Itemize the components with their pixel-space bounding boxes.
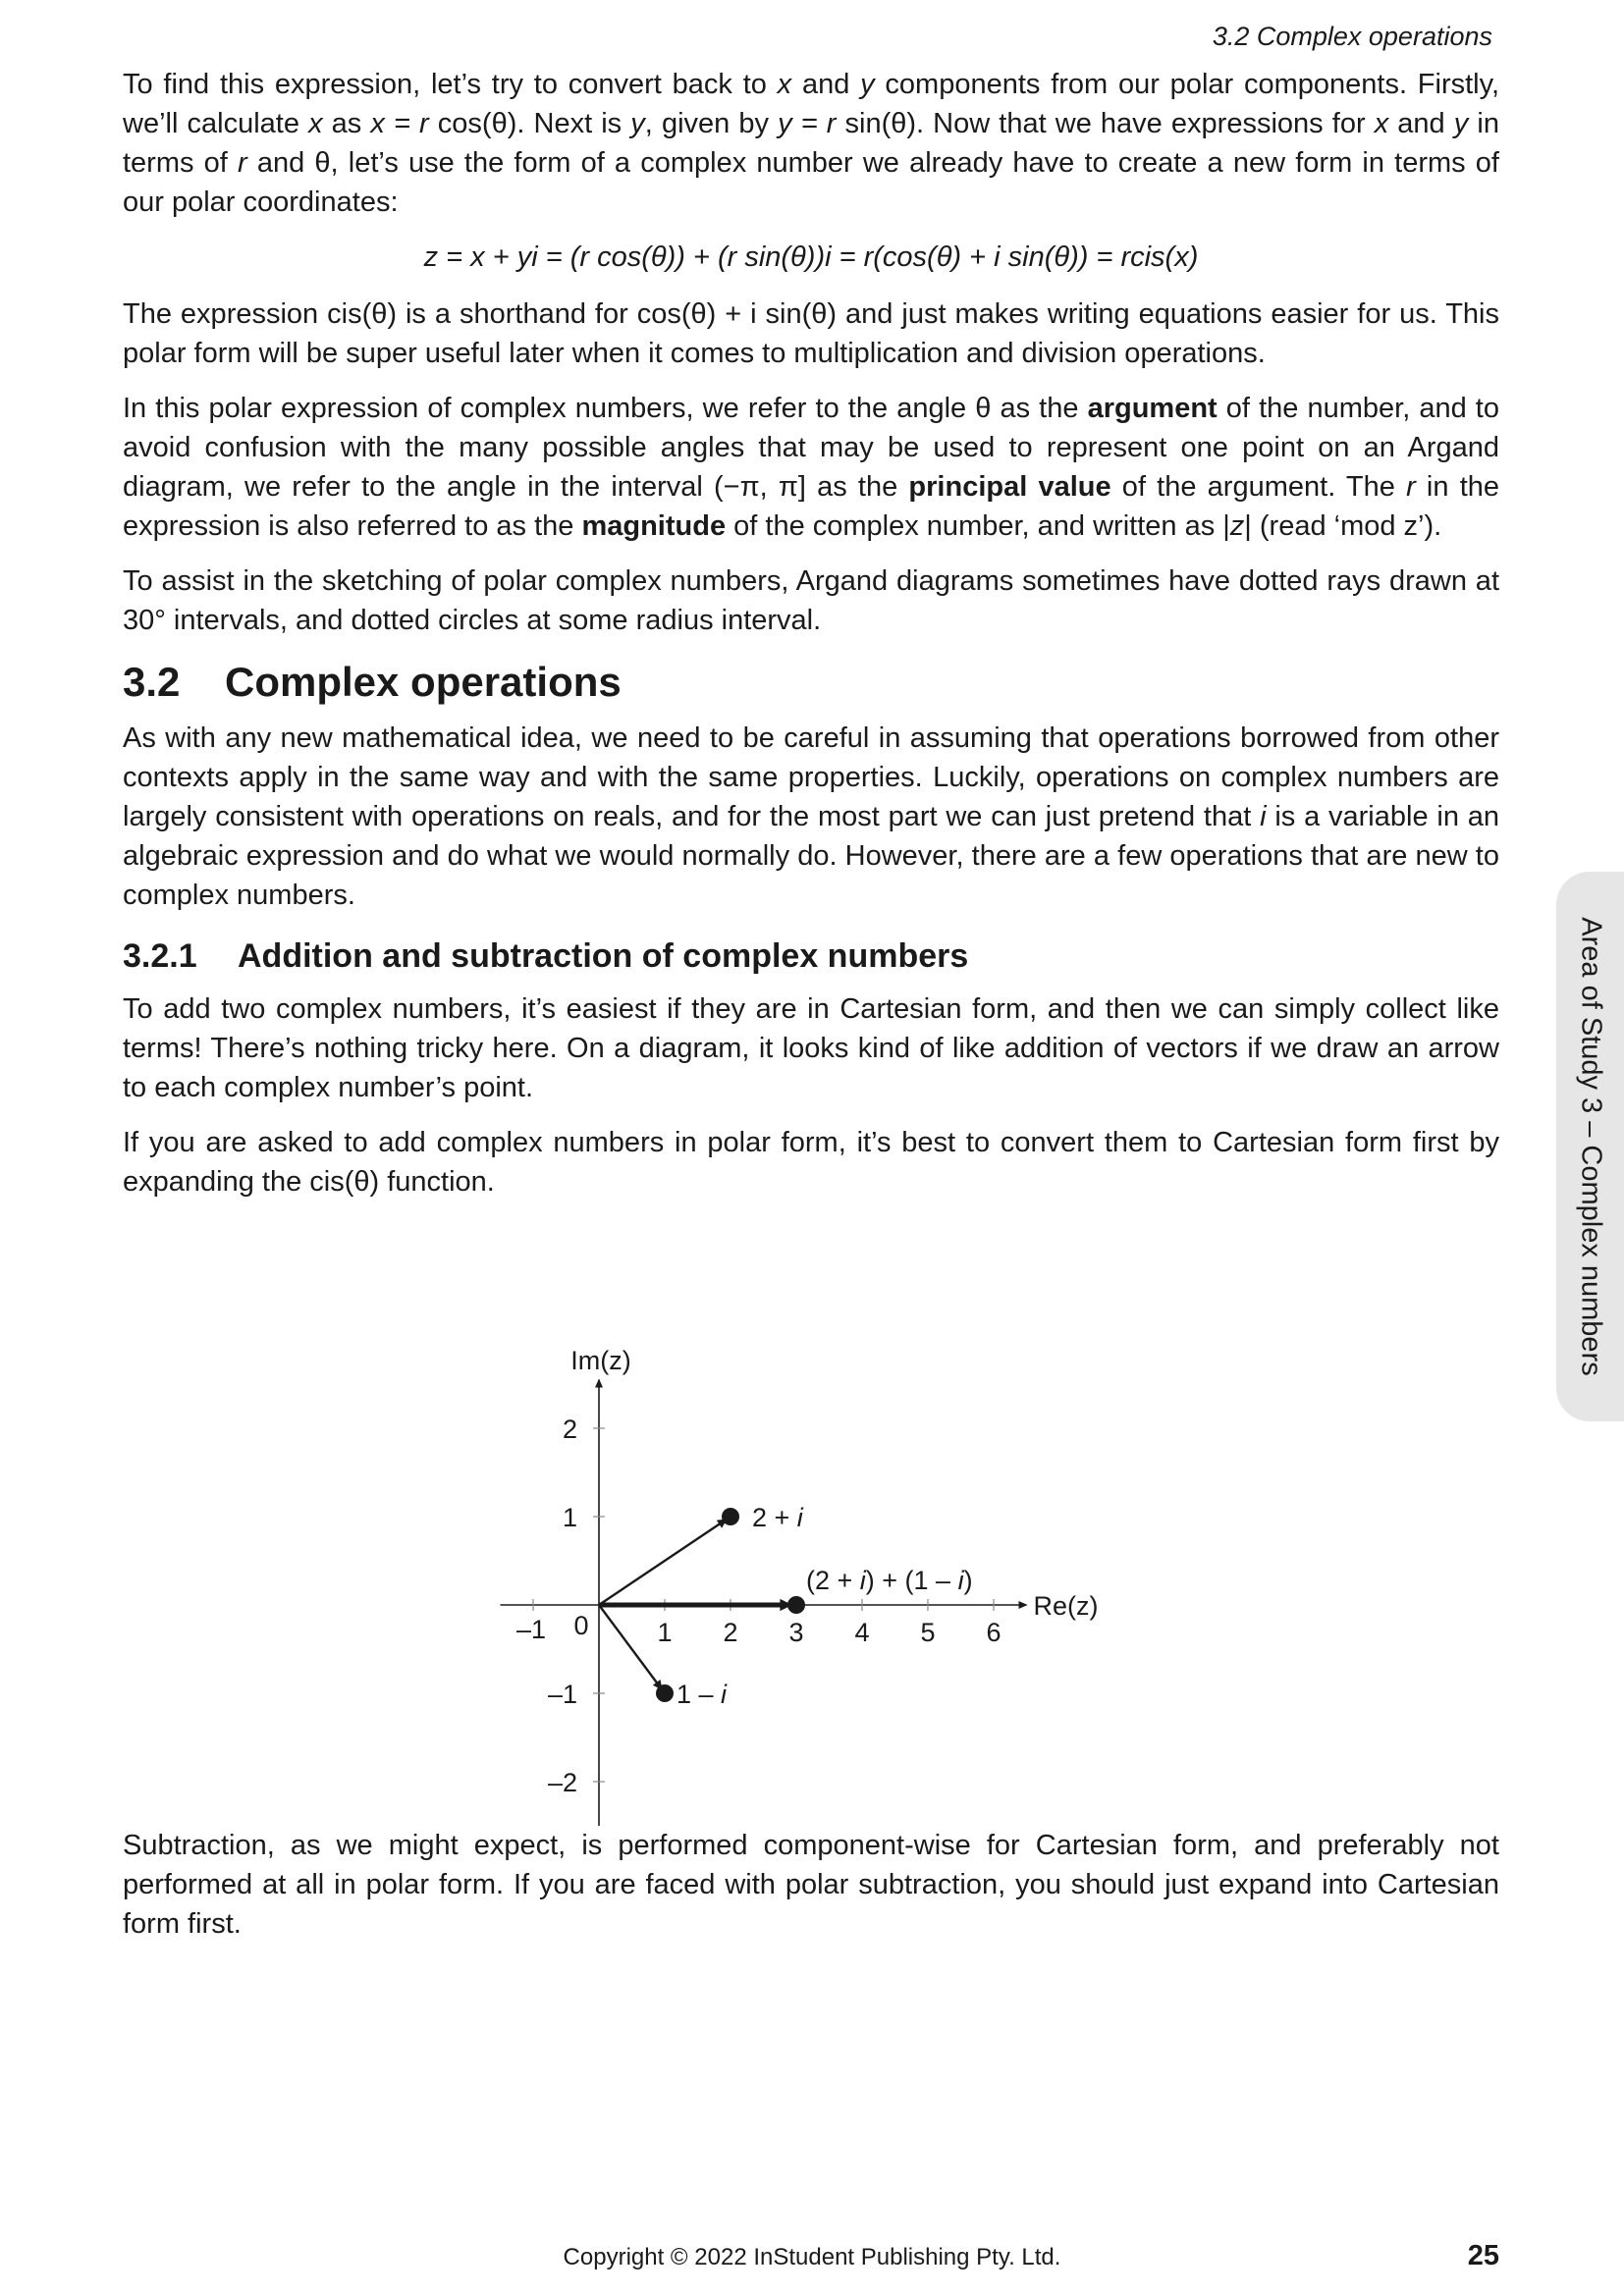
- section-title: Complex operations: [225, 659, 622, 705]
- argand-diagram-svg: [491, 1325, 1139, 1836]
- x-axis-label: Re(z): [1033, 1591, 1099, 1621]
- argand-diagram: [491, 1325, 1139, 1836]
- x-tick-label: 5: [920, 1618, 936, 1647]
- point-label-part: i: [957, 1566, 964, 1595]
- polar-equation: z = x + yi = (r cos(θ)) + (r sin(θ))i = r(cos(θ) + i sin(θ)) = rcis(x): [423, 241, 1199, 273]
- subsection-title: Addition and subtraction of complex numbers: [238, 937, 969, 975]
- point-label-part: i: [859, 1566, 866, 1595]
- section-heading: [123, 658, 1499, 707]
- section-paragraph-1: As with any new mathematical idea, we need to be careful in assuming that operations borrowed from other contexts apply in the same way and with the same properties. Luckily, operations on complex numbers are largely consistent with operations on reals, and for the most part we can just pretend that i is a variable in an algebraic expression and do what we would normally do. However, there are a few operations that are new to complex numbers.: [123, 722, 1500, 911]
- point-label-part: 1 –: [677, 1680, 722, 1709]
- section-number: 3.2: [123, 659, 181, 705]
- point-label-part: i: [796, 1503, 803, 1532]
- footer-copyright: Copyright © 2022 InStudent Publishing Pty. Ltd.: [563, 2244, 1061, 2270]
- subsection-heading: [123, 934, 1499, 978]
- point-label: [677, 1680, 728, 1709]
- y-tick-label: –2: [547, 1768, 577, 1797]
- running-head: 3.2 Complex operations: [1212, 22, 1492, 51]
- complex-point: [656, 1684, 674, 1702]
- x-tick-label: 6: [986, 1618, 1001, 1647]
- x-tick-label: –1: [515, 1615, 547, 1644]
- subsection-number: 3.2.1: [123, 937, 197, 975]
- point-label-part: ): [963, 1566, 973, 1595]
- y-tick-label: –1: [547, 1680, 577, 1709]
- point-label-part: i: [721, 1680, 728, 1709]
- point-label-part: 2 +: [752, 1503, 797, 1532]
- x-tick-label: 2: [723, 1618, 738, 1647]
- y-axis-label: Im(z): [570, 1346, 631, 1375]
- point-label-part: (2 +: [806, 1566, 860, 1595]
- intro-paragraph-3: In this polar expression of complex numbers, we refer to the angle θ as the argument of the number, and to avoid confusion with the many possible angles that may be used to represent one point on an Argand diagram, we refer to the angle in the interval (−π, π] as the principal value of the argument. The r in the expression is also referred to as the magnitude of the complex number, and written as |z| (read ‘mod z’).: [123, 393, 1500, 542]
- point-label: [752, 1503, 804, 1532]
- subsection-paragraph-2: If you are asked to add complex numbers in polar form, it’s best to convert them to Cartesian form first by expanding the cis(θ) function.: [123, 1127, 1499, 1198]
- side-tab-label: Area of Study 3 – Complex numbers: [1575, 917, 1607, 1376]
- page-number: 25: [1467, 2240, 1499, 2271]
- vector-arrow: [599, 1517, 731, 1605]
- y-tick-label: 1: [562, 1503, 577, 1532]
- x-tick-label: 0: [573, 1611, 589, 1640]
- point-label: [806, 1566, 973, 1595]
- y-tick-label: 2: [562, 1415, 577, 1444]
- intro-paragraph-2: The expression cis(θ) is a shorthand for cos(θ) + i sin(θ) and just makes writing equations easier for us. This polar form will be super useful later when it comes to multiplication and division operations.: [123, 298, 1499, 369]
- x-tick-label: 4: [854, 1618, 870, 1647]
- intro-paragraph-4: To assist in the sketching of polar complex numbers, Argand diagrams sometimes have dotted rays drawn at 30° intervals, and dotted circles at some radius interval.: [123, 565, 1499, 636]
- vector-arrow: [599, 1605, 665, 1693]
- complex-point: [787, 1596, 805, 1614]
- point-label-part: ) + (1 –: [865, 1566, 958, 1595]
- subsection-paragraph-3: Subtraction, as we might expect, is performed component-wise for Cartesian form, and preferably not performed at all in polar form. If you are faced with polar subtraction, you should just expand into Cartesian form first.: [123, 1830, 1499, 1940]
- x-tick-label: 3: [788, 1618, 804, 1647]
- x-tick-label: 1: [657, 1618, 673, 1647]
- subsection-paragraph-1: To add two complex numbers, it’s easiest if they are in Cartesian form, and then we can simply collect like terms! There’s nothing tricky here. On a diagram, it looks kind of like addition of vectors if we draw an arrow to each complex number’s point.: [123, 993, 1499, 1103]
- intro-paragraph-1: To find this expression, let’s try to convert back to x and y components from our polar components. Firstly, we’ll calculate x as x = r cos(θ). Next is y, given by y = r sin(θ). Now that we have expressions for x and y in terms of r and θ, let’s use the form of a complex number we already have to create a new form in terms of our polar coordinates:: [123, 69, 1500, 218]
- complex-point: [722, 1508, 739, 1525]
